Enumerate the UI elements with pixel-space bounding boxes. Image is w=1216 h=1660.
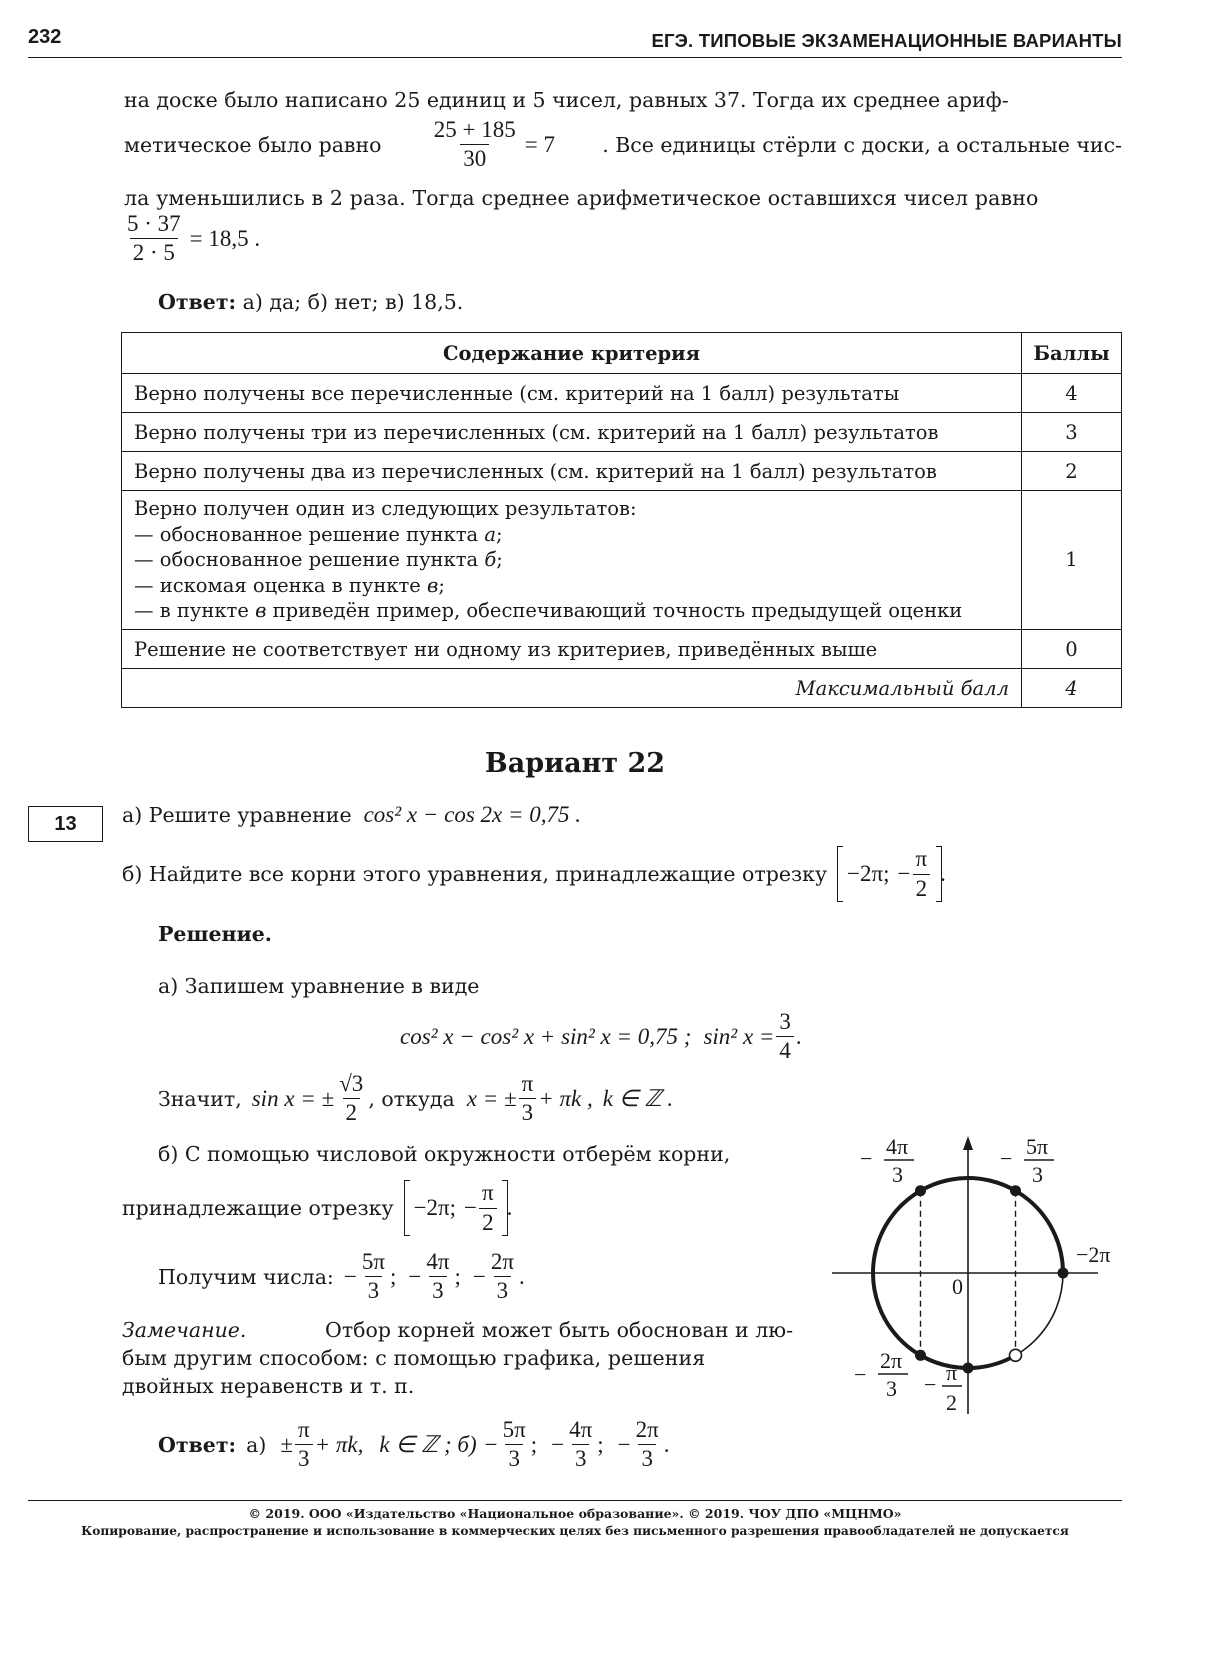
solution-b-line-1: б) С помощью числовой окружности отберём корни, (158, 1142, 731, 1166)
item-text: — искомая оценка в пункте (134, 573, 428, 597)
denominator: 3 (638, 1444, 656, 1471)
root-sign: − (617, 1431, 631, 1457)
segment-left: −2π; (847, 861, 890, 886)
remark-line-1 (122, 1318, 793, 1342)
item-text: приведён пример, обеспечивающий точность предыдущей оценки (266, 599, 963, 623)
item-text: — обоснованное решение пункта (134, 548, 485, 572)
bracket-left (404, 1180, 410, 1236)
criterion-item (134, 573, 1009, 599)
points-cell: 4 (1022, 374, 1122, 413)
prev-answer (158, 290, 463, 314)
root-separator: ; (389, 1263, 397, 1289)
label-4pi-den: 3 (892, 1162, 903, 1187)
page-number: 232 (28, 26, 62, 48)
equation-part-2: sin² x = (703, 1023, 775, 1049)
numerator: 4π (426, 1249, 450, 1274)
fraction-pi-2 (479, 1181, 497, 1234)
denominator: 2 · 5 (130, 238, 178, 265)
label-5pi-den: 3 (1032, 1162, 1043, 1187)
item-text: ; (496, 548, 503, 572)
criterion-header: Содержание критерия (122, 333, 1022, 374)
point-minus-pi-2 (963, 1363, 974, 1374)
denominator: 2 (913, 874, 931, 901)
solution-got-numbers (158, 1250, 525, 1303)
numerator: π (915, 846, 928, 872)
remark-label: Замечание. (122, 1318, 247, 1342)
numerator: 5π (361, 1249, 385, 1274)
criteria-table (121, 332, 1122, 708)
denominator: 3 (519, 1098, 537, 1125)
task-number: 13 (54, 812, 77, 835)
table-row (122, 630, 1122, 669)
numerator: π (482, 1180, 494, 1206)
hence-label: Значит, (158, 1086, 242, 1111)
segment-minus: − (897, 861, 911, 886)
point-minus-4pi-3 (915, 1185, 926, 1196)
label-2pi-num: 2π (880, 1348, 903, 1373)
header-rule (28, 57, 1122, 58)
points-header: Баллы (1022, 333, 1122, 374)
denominator: 3 (429, 1276, 447, 1303)
point-minus-2pi-3 (915, 1350, 926, 1361)
denominator: 30 (460, 144, 489, 171)
part-a-label: а) Решите уравнение (122, 803, 352, 827)
fraction-expression (429, 118, 555, 171)
remark-line-2: бым другим способом: с помощью графика, решения (122, 1346, 706, 1370)
item-text: ; (495, 522, 503, 546)
prev-solution-line-4 (122, 212, 260, 265)
answer-label: Ответ: (158, 290, 237, 314)
final-answer (158, 1418, 670, 1471)
solution-a-intro: а) Запишем уравнение в виде (158, 974, 480, 998)
numerator: 2π (490, 1249, 514, 1274)
fraction-5-37-2-5 (124, 212, 184, 265)
root-fraction (500, 1418, 529, 1471)
answer-label: Ответ: (158, 1432, 237, 1457)
task-part-a (122, 802, 581, 828)
item-var: б (484, 548, 497, 572)
root-sign: − (551, 1431, 565, 1457)
selected-arc-bottom (921, 1355, 969, 1368)
table-row (122, 491, 1122, 630)
root-separator: . (518, 1263, 525, 1289)
points-cell: 0 (1022, 630, 1122, 669)
points-cell: 1 (1022, 491, 1122, 630)
point-minus-2pi (1058, 1268, 1069, 1279)
points-cell: 2 (1022, 452, 1122, 491)
root-fraction (488, 1250, 517, 1303)
criterion-item (134, 522, 1009, 548)
denominator: 3 (572, 1444, 590, 1471)
numerator: √3 (339, 1071, 364, 1096)
x-equation: x = ± (466, 1085, 517, 1111)
text-line: на доске было написано 25 единиц и 5 чисел, равных 37. Тогда их среднее ариф- (124, 88, 1009, 112)
y-axis-arrow (963, 1136, 973, 1150)
numerator: 5π (502, 1417, 526, 1442)
remark-text: Отбор корней может быть обоснован и лю- (325, 1318, 793, 1342)
points-cell: 3 (1022, 413, 1122, 452)
root-sign: − (472, 1263, 486, 1289)
numerator: 5 · 37 (127, 211, 181, 236)
text-line: ла уменьшились в 2 раза. Тогда среднее арифметическое оставшихся чисел равно (124, 186, 1039, 210)
table-row (122, 452, 1122, 491)
period: . (795, 1023, 802, 1049)
root-separator: . (663, 1431, 670, 1457)
segment-bracket (406, 1180, 507, 1236)
part-b-label: б) Найдите все корни этого уравнения, принадлежащие отрезку (122, 862, 828, 886)
number-circle-diagram (830, 1130, 1130, 1420)
label-pi2-sign: − (924, 1372, 937, 1397)
max-score-value: 4 (1022, 669, 1122, 708)
equation-part-1: cos² x − cos² x + sin² x = 0,75 ; (400, 1023, 692, 1049)
denominator: 2 (343, 1098, 361, 1125)
text-segment: метическое было равно (124, 132, 382, 157)
prev-solution-line-1 (124, 88, 1122, 112)
table-header-row (122, 333, 1122, 374)
criterion-intro: Верно получен один из следующих результатов: (134, 497, 637, 521)
point-minus-5pi-3 (1010, 1185, 1021, 1196)
item-var: в (427, 573, 439, 597)
footer-copyright: © 2019. ООО «Издательство «Национальное образование». © 2019. ЧОУ ДПО «МЦНМО» (248, 1506, 902, 1521)
root-sign: − (408, 1263, 422, 1289)
solution-heading: Решение. (158, 922, 272, 946)
point-open (1010, 1349, 1022, 1361)
root-separator: ; (597, 1431, 604, 1457)
label-5pi-num: 5π (1026, 1134, 1049, 1159)
criterion-cell: Верно получены все перечисленные (см. критерий на 1 балл) результаты (122, 374, 1022, 413)
answer-a: а) (246, 1432, 267, 1457)
bracket-left (837, 846, 843, 902)
root-fraction (566, 1418, 595, 1471)
table-row-max (122, 669, 1122, 708)
task-part-b (122, 846, 946, 902)
plus-minus: ± (280, 1431, 293, 1457)
criterion-cell: Верно получены три из перечисленных (см. критерий на 1 балл) результатов (122, 413, 1022, 452)
label-pi2-den: 2 (946, 1390, 957, 1415)
label-2pi-sign: − (854, 1362, 867, 1387)
got-label: Получим числа: (158, 1264, 334, 1289)
remark-line-3: двойных неравенств и т. п. (122, 1374, 415, 1398)
equals-seven: = 7 (524, 131, 555, 157)
fraction-pi-2 (913, 847, 931, 900)
item-text: — обоснованное решение пункта (134, 522, 485, 546)
item-var: а (484, 522, 496, 546)
denominator: 3 (494, 1276, 512, 1303)
item-text: — в пункте (134, 599, 256, 623)
denominator: 3 (295, 1444, 313, 1471)
criterion-item (134, 598, 1009, 624)
fraction-25-185-30 (431, 118, 519, 171)
running-title: ЕГЭ. ТИПОВЫЕ ЭКЗАМЕНАЦИОННЫЕ ВАРИАНТЫ (651, 30, 1122, 51)
b-line-2-text: принадлежащие отрезку (122, 1196, 394, 1220)
item-text: ; (438, 573, 445, 597)
label-4pi-num: 4π (886, 1134, 909, 1159)
label-pi2-num: π (946, 1360, 958, 1385)
label-origin: 0 (952, 1274, 963, 1299)
prev-solution-line-3 (124, 186, 1122, 210)
denominator: 4 (776, 1036, 794, 1063)
table-row (122, 374, 1122, 413)
segment-bracket (839, 846, 940, 902)
fraction-pi-3 (295, 1418, 313, 1471)
root-fraction (359, 1250, 388, 1303)
denominator: 2 (479, 1208, 497, 1235)
max-score-label: Максимальный балл (122, 669, 1022, 708)
fraction-pi-3 (519, 1072, 537, 1125)
segment-minus: − (464, 1195, 478, 1220)
numerator: 4π (569, 1417, 593, 1442)
numerator: π (521, 1071, 534, 1096)
numerator: 3 (779, 1009, 791, 1034)
bracket-right (936, 846, 942, 902)
part-a-equation: cos² x − cos 2x = 0,75 . (363, 802, 581, 827)
period: . (940, 861, 946, 886)
answer-tail: + πk, (314, 1431, 364, 1457)
label-2pi-den: 3 (886, 1376, 897, 1401)
criterion-cell: Верно получены два из перечисленных (см. критерий на 1 балл) результатов (122, 452, 1022, 491)
task-number-box (28, 806, 103, 842)
equals-value: = 18,5 . (189, 225, 261, 251)
denominator: 3 (365, 1276, 383, 1303)
root-separator: ; (454, 1263, 461, 1289)
x-tail: + πk , (538, 1085, 593, 1111)
root-sign: − (484, 1431, 498, 1457)
prev-solution-line-2 (124, 118, 1122, 171)
criterion-item (134, 547, 1009, 573)
period: . (506, 1195, 513, 1220)
bracket-right (502, 1180, 508, 1236)
solution-b-line-2 (122, 1180, 512, 1236)
fraction-sqrt3-2 (336, 1072, 366, 1125)
text-segment: . Все единицы стёрли с доски, а остальные чис- (602, 132, 1122, 157)
answer-k: k ∈ ℤ ; б) (379, 1431, 477, 1457)
sin-equation: sin x = ± (251, 1085, 335, 1111)
numerator: π (297, 1417, 310, 1442)
footer-notice: Копирование, распространение и использование в коммерческих целях без письменного разрешения правообладателей не допускается (81, 1524, 1069, 1538)
root-separator: ; (530, 1431, 538, 1457)
label-5pi-sign: − (1000, 1146, 1013, 1171)
denominator: 3 (505, 1444, 523, 1471)
footer-rule (28, 1500, 1122, 1501)
item-var: в (255, 599, 267, 623)
root-fraction (423, 1250, 452, 1303)
label-minus-2pi: −2π (1076, 1242, 1111, 1267)
whence-text: , откуда (368, 1086, 455, 1111)
label-4pi-sign: − (860, 1146, 873, 1171)
criterion-cell (122, 491, 1022, 630)
criterion-cell: Решение не соответствует ни одному из критериев, приведённых выше (122, 630, 1022, 669)
variant-title: Вариант 22 (484, 748, 666, 779)
solution-hence (158, 1072, 673, 1125)
solution-a-equation (400, 1010, 802, 1063)
root-sign: − (343, 1263, 357, 1289)
root-fraction (633, 1418, 662, 1471)
answer-text: а) да; б) нет; в) 18,5. (242, 290, 464, 314)
segment-left: −2π; (413, 1195, 457, 1220)
fraction-3-4 (776, 1010, 794, 1063)
k-in-z: k ∈ ℤ . (602, 1085, 674, 1111)
numerator: 25 + 185 (433, 117, 516, 142)
numerator: 2π (635, 1417, 659, 1442)
table-row (122, 413, 1122, 452)
